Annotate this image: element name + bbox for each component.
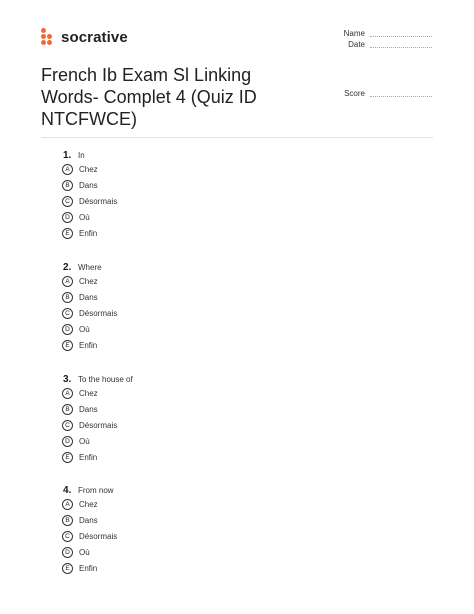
answer-option[interactable] bbox=[62, 404, 98, 415]
option-letter-circle[interactable]: D bbox=[62, 212, 73, 223]
answer-option[interactable] bbox=[62, 452, 97, 463]
option-text: Chez bbox=[79, 389, 98, 398]
logo-dot bbox=[41, 34, 46, 39]
question-header bbox=[63, 485, 114, 496]
name-label: Name bbox=[343, 29, 365, 38]
answer-option[interactable] bbox=[62, 308, 117, 319]
answer-option[interactable] bbox=[62, 212, 90, 223]
option-letter-circle[interactable]: C bbox=[62, 531, 73, 542]
brand-name: socrative bbox=[61, 28, 128, 46]
option-letter-circle[interactable]: A bbox=[62, 276, 73, 287]
option-letter-circle[interactable]: B bbox=[62, 404, 73, 415]
answer-option[interactable] bbox=[62, 228, 97, 239]
option-letter-circle[interactable]: E bbox=[62, 452, 73, 463]
answer-option[interactable] bbox=[62, 196, 117, 207]
question-text: Where bbox=[78, 263, 102, 272]
socrative-logo bbox=[41, 28, 128, 46]
option-letter-circle[interactable]: B bbox=[62, 292, 73, 303]
option-letter-circle[interactable]: B bbox=[62, 515, 73, 526]
answer-option[interactable] bbox=[62, 515, 98, 526]
option-text: Où bbox=[79, 325, 90, 334]
answer-option[interactable] bbox=[62, 164, 98, 175]
question-number: 2. bbox=[63, 262, 72, 273]
option-text: Où bbox=[79, 213, 90, 222]
question-text: From now bbox=[78, 486, 114, 495]
answer-option[interactable] bbox=[62, 563, 97, 574]
option-text: Désormais bbox=[79, 197, 118, 206]
logo-dot bbox=[41, 40, 46, 45]
option-letter-circle[interactable]: E bbox=[62, 228, 73, 239]
answer-option[interactable] bbox=[62, 547, 90, 558]
answer-option[interactable] bbox=[62, 436, 90, 447]
option-text: Où bbox=[79, 437, 90, 446]
question-text: In bbox=[78, 151, 85, 160]
score-label: Score bbox=[344, 89, 365, 98]
option-letter-circle[interactable]: A bbox=[62, 388, 73, 399]
option-text: Désormais bbox=[79, 421, 118, 430]
answer-option[interactable] bbox=[62, 180, 98, 191]
answer-option[interactable] bbox=[62, 499, 98, 510]
logo-dot bbox=[41, 28, 46, 33]
option-text: Enfin bbox=[79, 341, 98, 350]
date-field-line[interactable] bbox=[370, 47, 432, 48]
option-text: Chez bbox=[79, 165, 98, 174]
question-header bbox=[63, 150, 85, 161]
option-text: Dans bbox=[79, 405, 98, 414]
answer-option[interactable] bbox=[62, 388, 98, 399]
option-letter-circle[interactable]: E bbox=[62, 340, 73, 351]
question-header bbox=[63, 374, 133, 385]
option-text: Dans bbox=[79, 516, 98, 525]
option-text: Où bbox=[79, 548, 90, 557]
name-field-line[interactable] bbox=[370, 36, 432, 37]
option-text: Dans bbox=[79, 181, 98, 190]
option-text: Enfin bbox=[79, 564, 98, 573]
option-text: Chez bbox=[79, 277, 98, 286]
answer-option[interactable] bbox=[62, 531, 117, 542]
option-text: Chez bbox=[79, 500, 98, 509]
logo-dot bbox=[47, 40, 52, 45]
answer-option[interactable] bbox=[62, 276, 98, 287]
option-letter-circle[interactable]: D bbox=[62, 436, 73, 447]
date-label: Date bbox=[348, 40, 365, 49]
option-letter-circle[interactable]: C bbox=[62, 196, 73, 207]
quiz-title: French Ib Exam Sl Linking Words- Complet 4 (Quiz ID NTCFWCE) bbox=[41, 65, 257, 129]
question-text: To the house of bbox=[78, 375, 133, 384]
socrative-logo-icon bbox=[41, 28, 57, 46]
option-letter-circle[interactable]: E bbox=[62, 563, 73, 574]
question-number: 1. bbox=[63, 150, 72, 161]
answer-option[interactable] bbox=[62, 292, 98, 303]
option-letter-circle[interactable]: A bbox=[62, 499, 73, 510]
answer-option[interactable] bbox=[62, 420, 117, 431]
option-letter-circle[interactable]: D bbox=[62, 324, 73, 335]
question-number: 3. bbox=[63, 374, 72, 385]
option-letter-circle[interactable]: C bbox=[62, 308, 73, 319]
option-letter-circle[interactable]: C bbox=[62, 420, 73, 431]
option-text: Désormais bbox=[79, 309, 118, 318]
option-letter-circle[interactable]: B bbox=[62, 180, 73, 191]
option-letter-circle[interactable]: A bbox=[62, 164, 73, 175]
option-text: Enfin bbox=[79, 453, 98, 462]
score-field-line[interactable] bbox=[370, 96, 432, 97]
option-letter-circle[interactable]: D bbox=[62, 547, 73, 558]
answer-option[interactable] bbox=[62, 340, 97, 351]
option-text: Dans bbox=[79, 293, 98, 302]
option-text: Enfin bbox=[79, 229, 98, 238]
answer-option[interactable] bbox=[62, 324, 90, 335]
header-divider bbox=[41, 137, 433, 138]
question-header bbox=[63, 262, 102, 273]
logo-dot bbox=[47, 34, 52, 39]
option-text: Désormais bbox=[79, 532, 118, 541]
question-number: 4. bbox=[63, 485, 72, 496]
